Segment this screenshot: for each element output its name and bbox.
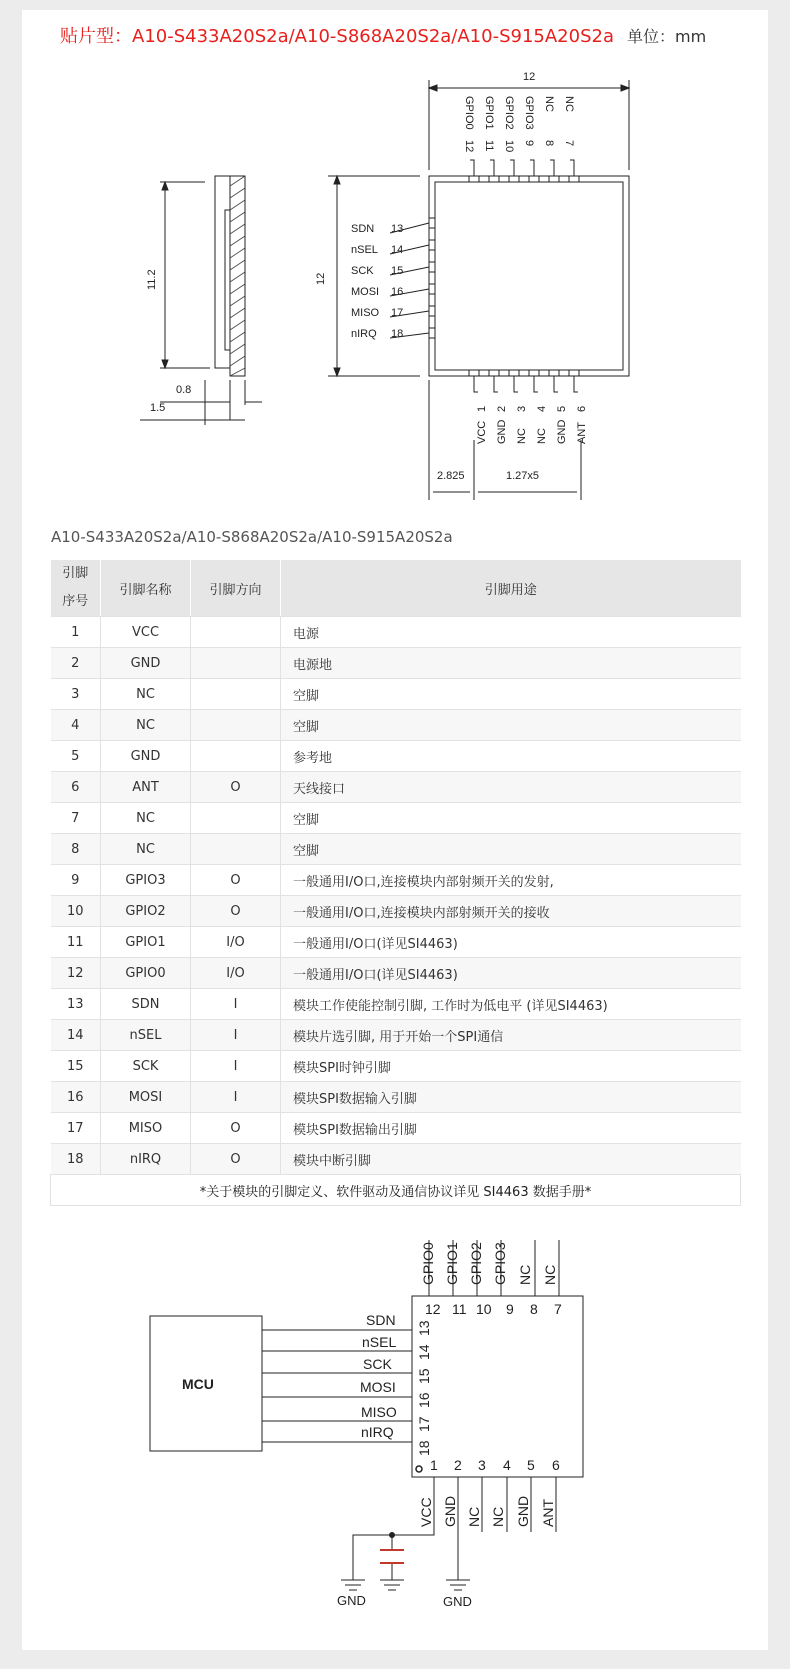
- bottom-pin-name: VCC: [476, 420, 488, 444]
- left-pin-name: nSEL: [351, 244, 378, 256]
- cell-dir: [191, 679, 281, 710]
- table-row: [51, 772, 741, 803]
- header-pin-direction: 引脚方向: [191, 560, 281, 617]
- bottom-pin-name: GND: [556, 419, 568, 444]
- table-row: [51, 989, 741, 1020]
- table-header-row: [51, 560, 741, 617]
- schematic-top-pin-num: 11: [452, 1301, 467, 1317]
- bottom-pin-num: 4: [536, 405, 548, 412]
- cell-dir: I/O: [191, 958, 281, 989]
- mcu-label: MCU: [182, 1376, 214, 1392]
- schematic-left-pin-num: 16: [416, 1392, 432, 1408]
- cell-use: 模块SPI时钟引脚: [281, 1051, 741, 1082]
- cell-dir: I/O: [191, 927, 281, 958]
- table-row: [51, 958, 741, 989]
- cell-use: 模块SPI数据输出引脚: [281, 1113, 741, 1144]
- side-height-label: 12: [315, 272, 327, 285]
- left-pin-name: SDN: [351, 223, 375, 235]
- cell-dir: O: [191, 1113, 281, 1144]
- table-footnote-row: [51, 1175, 741, 1206]
- schematic-left-pin-name: SDN: [366, 1312, 396, 1328]
- top-pin-num: 11: [483, 140, 495, 152]
- top-pin-name: GPIO2: [503, 96, 515, 130]
- cell-dir: I: [191, 989, 281, 1020]
- top-pin-name: NC: [563, 96, 575, 112]
- schematic-top-pin-num: 9: [506, 1301, 514, 1317]
- bottom-pin-num: 3: [516, 405, 528, 412]
- schematic-bottom-pin-num: 2: [454, 1457, 462, 1473]
- cell-dir: O: [191, 772, 281, 803]
- cell-use: 一般通用I/O口,连接模块内部射频开关的接收: [281, 896, 741, 927]
- cell-name: SCK: [101, 1051, 191, 1082]
- cell-dir: I: [191, 1051, 281, 1082]
- cell-dir: O: [191, 865, 281, 896]
- cell-use: 一般通用I/O口(详见SI4463): [281, 958, 741, 989]
- schematic-left-pin-name: nSEL: [362, 1334, 397, 1350]
- schematic-top-pin-name: GPIO2: [468, 1242, 484, 1285]
- top-pin-num: 12: [463, 140, 475, 153]
- schematic-top-pin-name: GPIO0: [420, 1242, 436, 1285]
- cell-num: 2: [51, 648, 101, 679]
- left-pin-name: SCK: [351, 265, 374, 277]
- cell-num: 8: [51, 834, 101, 865]
- schematic-bottom-pin-num: 3: [478, 1457, 486, 1473]
- header-pin-number: [51, 560, 101, 617]
- schematic-top-pin-num: 8: [530, 1301, 538, 1317]
- page-title: 贴片型：A10-S433A20S2a/A10-S868A20S2a/A10-S915A20S2a: [60, 26, 614, 47]
- cell-name: VCC: [101, 617, 191, 648]
- cell-name: NC: [101, 710, 191, 741]
- cell-name: nSEL: [101, 1020, 191, 1051]
- left-pin-name: MOSI: [351, 286, 380, 298]
- table-row: [51, 1051, 741, 1082]
- table-row: [51, 865, 741, 896]
- cell-num: 9: [51, 865, 101, 896]
- cell-name: MOSI: [101, 1082, 191, 1113]
- schematic-bottom-pin-num: 6: [552, 1457, 560, 1473]
- cell-name: MISO: [101, 1113, 191, 1144]
- junction-dot: [389, 1532, 395, 1538]
- cell-dir: O: [191, 1144, 281, 1175]
- table-row: [51, 927, 741, 958]
- table-row: [51, 617, 741, 648]
- schematic-top-pin-name: NC: [542, 1264, 558, 1285]
- table-row: [51, 741, 741, 772]
- table-row: [51, 896, 741, 927]
- schematic-bottom-pin-num: 1: [430, 1457, 438, 1473]
- cell-name: NC: [101, 803, 191, 834]
- schematic-bottom-pin-name: ANT: [540, 1499, 556, 1527]
- cell-name: NC: [101, 834, 191, 865]
- bottom-pin-num: 1: [476, 405, 488, 412]
- cell-num: 1: [51, 617, 101, 648]
- top-pin-num: 7: [563, 140, 575, 147]
- header-pin-number-line2: 序号: [62, 594, 89, 609]
- bottom-offset-label: 2.825: [437, 470, 465, 482]
- table-row: [51, 1144, 741, 1175]
- bottom-pin-name: GND: [496, 419, 508, 444]
- cell-name: ANT: [101, 772, 191, 803]
- cell-use: 模块SPI数据输入引脚: [281, 1082, 741, 1113]
- bottom-pin-num: 5: [556, 405, 568, 412]
- cell-num: 15: [51, 1051, 101, 1082]
- pin1-marker: [416, 1466, 422, 1472]
- unit-label: 单位：mm: [627, 27, 707, 46]
- header-pin-name: 引脚名称: [101, 560, 191, 617]
- schematic-top-pin-num: 10: [476, 1301, 492, 1317]
- cell-use: 模块片选引脚, 用于开始一个SPI通信: [281, 1020, 741, 1051]
- gnd-label: GND: [443, 1594, 472, 1609]
- left-pin-num: 15: [391, 265, 404, 277]
- schematic-left-pin-num: 15: [416, 1368, 432, 1384]
- cell-dir: [191, 741, 281, 772]
- table-row: [51, 834, 741, 865]
- cell-name: GPIO3: [101, 865, 191, 896]
- cell-dir: [191, 710, 281, 741]
- schematic-top-pin-num: 7: [554, 1301, 562, 1317]
- schematic-left-pin-name: MISO: [361, 1404, 397, 1420]
- schematic-bottom-pin-num: 5: [527, 1457, 535, 1473]
- top-width-label: 12: [523, 71, 536, 83]
- dimension-drawing: [0, 60, 790, 510]
- top-pin-name: GPIO0: [463, 96, 475, 130]
- schematic-left-pin-name: MOSI: [360, 1379, 396, 1395]
- left-pin-name: MISO: [351, 307, 380, 319]
- cell-name: GPIO0: [101, 958, 191, 989]
- header-pin-number-line1: 引脚: [62, 566, 89, 581]
- table-row: [51, 648, 741, 679]
- schematic-bottom-pin-name: NC: [466, 1506, 482, 1527]
- cell-num: 14: [51, 1020, 101, 1051]
- cell-use: 参考地: [281, 741, 741, 772]
- schematic-left-pin-num: 13: [416, 1320, 432, 1336]
- schematic-left-pin-num: 17: [416, 1416, 432, 1432]
- bottom-pin-num: 2: [496, 405, 508, 412]
- cell-num: 11: [51, 927, 101, 958]
- table-row: [51, 710, 741, 741]
- cell-name: SDN: [101, 989, 191, 1020]
- cell-use: 电源: [281, 617, 741, 648]
- side-dim-large-label: 1.5: [150, 402, 166, 414]
- schematic-bottom-pin-name: GND: [442, 1495, 458, 1527]
- cell-use: 空脚: [281, 679, 741, 710]
- schematic-left-pin-num: 14: [416, 1344, 432, 1360]
- cell-num: 10: [51, 896, 101, 927]
- schematic-bottom-pin-name: NC: [490, 1506, 506, 1527]
- bottom-pin-name: ANT: [576, 422, 588, 444]
- schematic-left-pin-name: nIRQ: [361, 1424, 394, 1440]
- cell-num: 16: [51, 1082, 101, 1113]
- left-pin-name: nIRQ: [351, 328, 377, 340]
- schematic-bottom-pin-num: 4: [503, 1457, 511, 1473]
- cell-name: GPIO2: [101, 896, 191, 927]
- table-row: [51, 1082, 741, 1113]
- top-pin-name: GPIO1: [483, 96, 495, 130]
- cell-num: 7: [51, 803, 101, 834]
- cell-num: 18: [51, 1144, 101, 1175]
- cell-use: 一般通用I/O口,连接模块内部射频开关的发射,: [281, 865, 741, 896]
- top-pin-num: 10: [503, 140, 515, 153]
- cell-name: GND: [101, 741, 191, 772]
- cell-num: 4: [51, 710, 101, 741]
- module-block: [412, 1296, 583, 1477]
- left-pin-num: 17: [391, 307, 404, 319]
- schematic-top-pin-num: 12: [425, 1301, 441, 1317]
- cell-name: nIRQ: [101, 1144, 191, 1175]
- cell-dir: [191, 834, 281, 865]
- cell-dir: [191, 617, 281, 648]
- table-row: [51, 1020, 741, 1051]
- cell-use: 天线接口: [281, 772, 741, 803]
- top-pin-num: 8: [543, 140, 555, 147]
- gnd-label: GND: [337, 1593, 366, 1608]
- top-pin-name: NC: [543, 96, 555, 112]
- schematic-top-pin-name: GPIO3: [492, 1242, 508, 1285]
- side-view: [140, 176, 262, 425]
- left-pin-num: 16: [391, 286, 404, 298]
- schematic-top-pin-name: GPIO1: [444, 1242, 460, 1285]
- side-view-height-label: 11.2: [146, 269, 158, 290]
- cell-name: GND: [101, 648, 191, 679]
- table-row: [51, 679, 741, 710]
- bottom-pin-name: NC: [516, 428, 528, 444]
- table-row: [51, 803, 741, 834]
- cell-name: GPIO1: [101, 927, 191, 958]
- cell-name: NC: [101, 679, 191, 710]
- header-pin-use: 引脚用途: [281, 560, 741, 617]
- cell-num: 6: [51, 772, 101, 803]
- cell-num: 17: [51, 1113, 101, 1144]
- pitch-label: 1.27x5: [506, 470, 540, 482]
- table-row: [51, 1113, 741, 1144]
- cell-use: 空脚: [281, 710, 741, 741]
- schematic-bottom-pin-name: GND: [515, 1495, 531, 1527]
- connection-schematic: [0, 1225, 790, 1625]
- cell-use: 空脚: [281, 834, 741, 865]
- bottom-pin-name: NC: [536, 428, 548, 444]
- cell-num: 5: [51, 741, 101, 772]
- cell-num: 12: [51, 958, 101, 989]
- cell-num: 3: [51, 679, 101, 710]
- capacitor-icon: [380, 1550, 404, 1563]
- cell-use: 空脚: [281, 803, 741, 834]
- top-pin-num: 9: [523, 140, 535, 147]
- cell-dir: O: [191, 896, 281, 927]
- table-footnote: *关于模块的引脚定义、软件驱动及通信协议详见 SI4463 数据手册*: [51, 1175, 741, 1206]
- cell-dir: I: [191, 1020, 281, 1051]
- cell-use: 模块中断引脚: [281, 1144, 741, 1175]
- cell-use: 电源地: [281, 648, 741, 679]
- left-pin-num: 18: [391, 328, 404, 340]
- schematic-left-pin-num: 18: [416, 1440, 432, 1456]
- left-pin-num: 13: [391, 223, 404, 235]
- cell-use: 模块工作使能控制引脚, 工作时为低电平 (详见SI4463): [281, 989, 741, 1020]
- cell-dir: I: [191, 1082, 281, 1113]
- pin-table: [50, 560, 741, 1206]
- side-dim-small-label: 0.8: [176, 384, 192, 396]
- table-subtitle: A10-S433A20S2a/A10-S868A20S2a/A10-S915A20S2a: [51, 528, 453, 546]
- top-pin-name: GPIO3: [523, 96, 535, 130]
- cell-dir: [191, 803, 281, 834]
- cell-num: 13: [51, 989, 101, 1020]
- cell-use: 一般通用I/O口(详见SI4463): [281, 927, 741, 958]
- schematic-top-pin-name: NC: [517, 1264, 533, 1285]
- schematic-left-pin-name: SCK: [363, 1356, 392, 1372]
- schematic-bottom-pin-name: VCC: [418, 1497, 434, 1527]
- bottom-pin-num: 6: [576, 405, 588, 412]
- cell-dir: [191, 648, 281, 679]
- left-pin-num: 14: [391, 244, 404, 256]
